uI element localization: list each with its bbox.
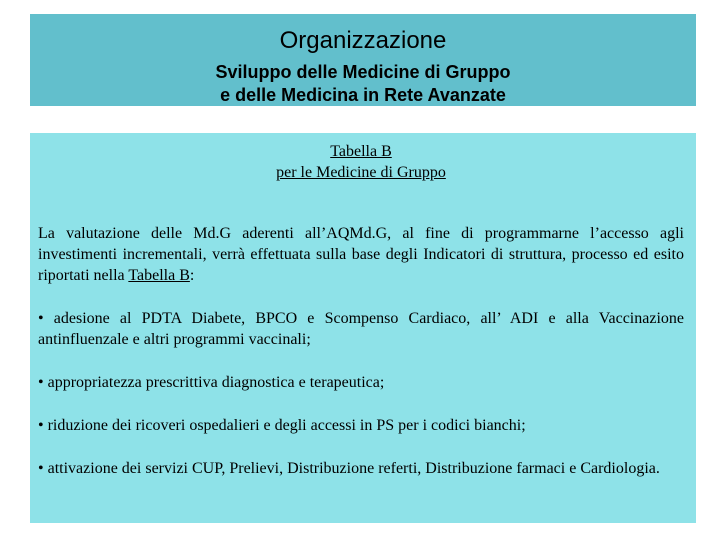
intro-paragraph [38, 223, 684, 286]
slide-subtitle-line2: e delle Medicina in Rete Avanzate [220, 85, 506, 105]
content-box [30, 133, 696, 523]
intro-table-reference: Tabella B [128, 267, 190, 284]
bullet-item: • riduzione dei ricoveri ospedalieri e degli accessi in PS per i codici bianchi; [38, 417, 526, 434]
intro-end: : [189, 267, 195, 284]
bullet-item: • appropriatezza prescrittiva diagnostica e terapeutica; [38, 374, 385, 391]
table-title [38, 141, 684, 183]
bullet-item: • adesione al PDTA Diabete, BPCO e Scompenso Cardiaco, all’ ADI e alla Vaccinazione antinfluenzale e altri programmi vaccinali; [38, 310, 684, 348]
slide-subtitle-line1: Sviluppo delle Medicine di Gruppo [215, 62, 511, 82]
table-title-line2: per le Medicine di Gruppo [276, 164, 446, 181]
intro-text: La valutazione delle Md.G aderenti all’AQMd.G, al fine di programmarne l’accesso agli investimenti incrementali, verrà effettuata sulla base degli Indicatori di struttura, processo ed esito riportati nella [38, 225, 684, 284]
slide-title: Organizzazione [279, 27, 447, 54]
header-banner [30, 14, 696, 106]
bullet-item: • attivazione dei servizi CUP, Prelievi, Distribuzione referti, Distribuzione farmaci e Cardiologia. [38, 460, 660, 477]
table-title-line1: Tabella B [330, 143, 392, 160]
